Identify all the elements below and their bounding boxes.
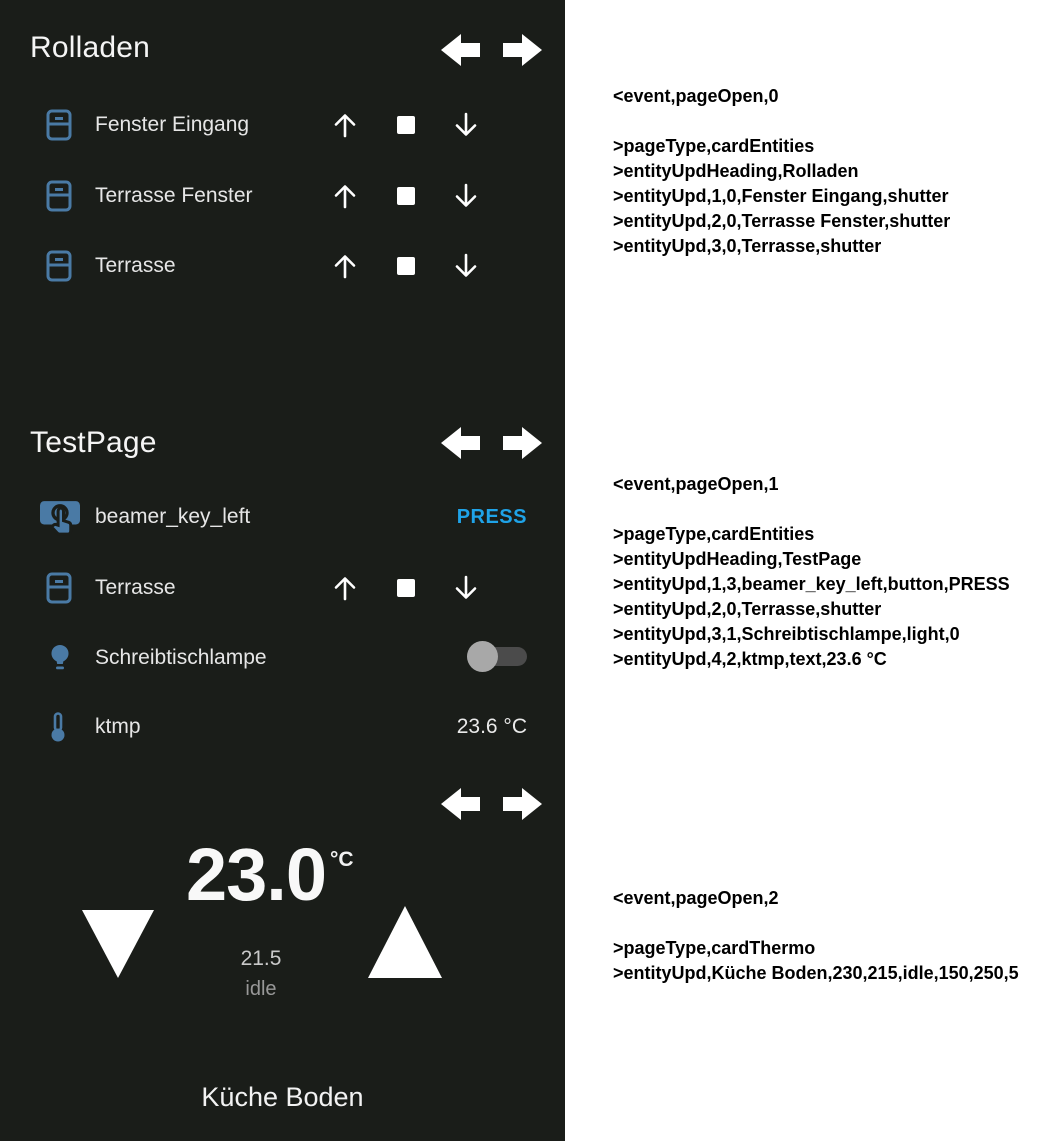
entity-row	[0, 703, 565, 751]
protocol-block-page2	[613, 886, 1019, 986]
shutter-down-button[interactable]	[450, 250, 482, 287]
protocol-line: >pageType,cardThermo	[613, 938, 816, 958]
arrow-left-bold-icon	[440, 448, 480, 465]
shutter-stop-button[interactable]	[397, 187, 415, 205]
sensor-value: 23.6 °C	[456, 715, 527, 738]
arrow-left-bold-icon	[440, 809, 480, 826]
protocol-line: >entityUpd,2,0,Terrasse,shutter	[613, 599, 882, 619]
light-toggle-switch[interactable]	[467, 641, 527, 672]
nav-next-button[interactable]	[503, 425, 543, 461]
protocol-line: >entityUpdHeading,TestPage	[613, 549, 862, 569]
temp-down-button[interactable]	[82, 910, 154, 983]
triangle-up-icon	[368, 965, 442, 982]
entity-row	[0, 564, 565, 612]
protocol-line: >entityUpd,1,0,Fenster Eingang,shutter	[613, 186, 949, 206]
shutter-down-button[interactable]	[450, 109, 482, 146]
shutter-stop-button[interactable]	[397, 257, 415, 275]
gesture-tap-button-icon	[38, 497, 82, 542]
nav-next-button[interactable]	[503, 32, 543, 68]
arrow-right-bold-icon	[503, 448, 543, 465]
protocol-line: >pageType,cardEntities	[613, 136, 815, 156]
entity-label: Terrasse	[95, 254, 176, 277]
nav-prev-button[interactable]	[440, 786, 480, 822]
entity-label: Terrasse	[95, 576, 176, 599]
shutter-stop-button[interactable]	[397, 579, 415, 597]
temperature-unit: °C	[330, 848, 354, 871]
window-shutter-icon	[46, 572, 72, 609]
shutter-down-button[interactable]	[450, 180, 482, 217]
window-shutter-icon	[46, 180, 72, 217]
entity-label: Schreibtischlampe	[95, 646, 267, 669]
shutter-up-button[interactable]	[329, 572, 361, 609]
entity-label: ktmp	[95, 715, 141, 738]
protocol-line: <event,pageOpen,1	[613, 474, 779, 494]
shutter-up-button[interactable]	[329, 250, 361, 287]
entity-row	[0, 101, 565, 149]
entity-row	[0, 242, 565, 290]
toggle-knob	[467, 641, 498, 672]
protocol-block-page0	[613, 84, 950, 259]
window-shutter-icon	[46, 250, 72, 287]
lightbulb-icon	[50, 643, 70, 677]
arrow-left-bold-icon	[440, 55, 480, 72]
protocol-block-page1	[613, 472, 1010, 672]
page-title-testpage: TestPage	[30, 426, 157, 459]
protocol-line: >entityUpd,3,1,Schreibtischlampe,light,0	[613, 624, 960, 644]
entity-row	[0, 634, 565, 682]
protocol-line: >entityUpdHeading,Rolladen	[613, 161, 859, 181]
shutter-up-button[interactable]	[329, 180, 361, 217]
shutter-up-button[interactable]	[329, 109, 361, 146]
protocol-line: <event,pageOpen,0	[613, 86, 779, 106]
shutter-stop-button[interactable]	[397, 116, 415, 134]
entity-label: Terrasse Fenster	[95, 184, 253, 207]
protocol-line: >pageType,cardEntities	[613, 524, 815, 544]
arrow-right-bold-icon	[503, 55, 543, 72]
hvac-state: idle	[245, 978, 277, 1000]
entity-label: Fenster Eingang	[95, 113, 250, 136]
protocol-line: >entityUpd,3,0,Terrasse,shutter	[613, 236, 882, 256]
thermostat-title: Küche Boden	[201, 1082, 364, 1112]
protocol-line: >entityUpd,4,2,ktmp,text,23.6 °C	[613, 649, 887, 669]
page-title-rolladen: Rolladen	[30, 31, 151, 64]
current-temperature: 23.0	[186, 833, 327, 916]
window-shutter-icon	[46, 109, 72, 146]
protocol-line: >entityUpd,Küche Boden,230,215,idle,150,250,5	[613, 963, 1019, 983]
thermometer-icon	[50, 712, 66, 747]
temp-up-button[interactable]	[368, 906, 442, 983]
triangle-down-icon	[82, 965, 154, 982]
entity-row	[0, 493, 565, 541]
protocol-line: >entityUpd,1,3,beamer_key_left,button,PRESS	[613, 574, 1010, 594]
entity-label: beamer_key_left	[95, 505, 251, 528]
nav-next-button[interactable]	[503, 786, 543, 822]
shutter-down-button[interactable]	[450, 572, 482, 609]
nav-prev-button[interactable]	[440, 32, 480, 68]
protocol-line: >entityUpd,2,0,Terrasse Fenster,shutter	[613, 211, 951, 231]
arrow-right-bold-icon	[503, 809, 543, 826]
press-button[interactable]: PRESS	[456, 506, 527, 528]
target-temperature: 21.5	[240, 947, 282, 970]
nav-prev-button[interactable]	[440, 425, 480, 461]
entity-row	[0, 172, 565, 220]
protocol-line: <event,pageOpen,2	[613, 888, 779, 908]
